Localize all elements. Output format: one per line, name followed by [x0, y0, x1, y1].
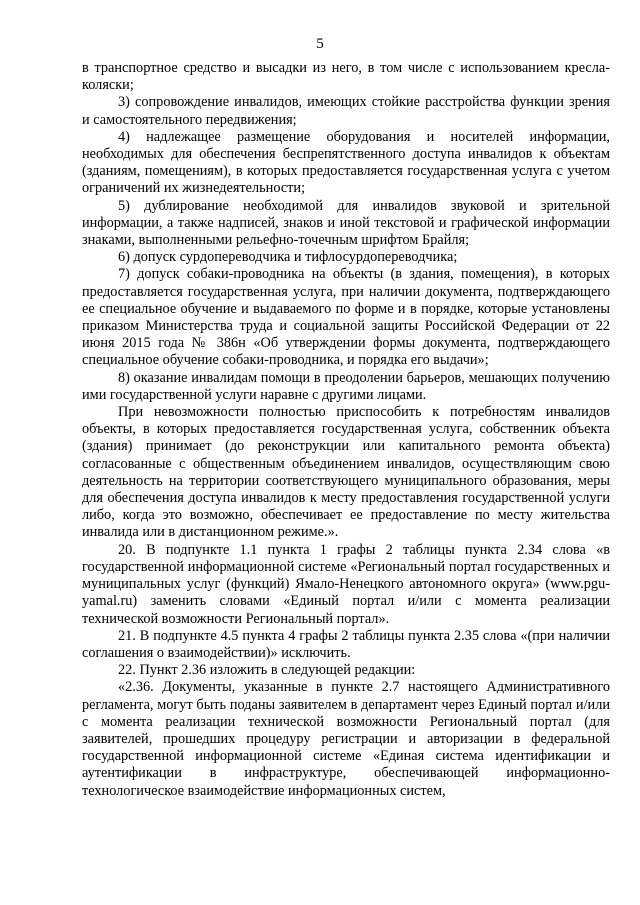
paragraph: 7) допуск собаки-проводника на объекты (в здания, помещения), в которых предоставляется государственная услуга, при наличии документа, подтверждающего ее специальное обучение и выдаваемого по форме и в порядке, которые установлены приказом Министерства труда и социальной защиты Российской Федерации от 22 июня 2015 года № 386н «Об утверждении формы документа, подтверждающего специальное обучение собаки-проводника, и порядка его выдачи»;	[82, 266, 610, 369]
paragraph: 4) надлежащее размещение оборудования и носителей информации, необходимых для обеспечения беспрепятственного доступа инвалидов к объектам (зданиям, помещениям), в которых предоставляется государственная услуга с учетом ограничений их жизнедеятельности;	[82, 128, 610, 197]
paragraph: 22. Пункт 2.36 изложить в следующей редакции:	[118, 662, 416, 679]
paragraph: 21. В подпункте 4.5 пункта 4 графы 2 таблицы пункта 2.35 слова «(при наличии соглашения о взаимодействии)» исключить.	[82, 627, 610, 661]
paragraph: в транспортное средство и высадки из него, в том числе с использованием кресла-коляски;	[82, 60, 610, 94]
paragraph: 5) дублирование необходимой для инвалидов звуковой и зрительной информации, а также надписей, знаков и иной текстовой и графической информации знаками, выполненными рельефно-точечным шрифтом Брайля;	[82, 197, 610, 249]
paragraph: «2.36. Документы, указанные в пункте 2.7 настоящего Административного регламента, могут быть поданы заявителем в департамент через Единый портал и/или с момента реализации технической возможности Региональный портал (для заявителей, прошедших процедуру регистрации и авторизации в федеральной государственной информационной системе «Единая система идентификации и аутентификации в инфраструктуре, обеспечивающей информационно-технологическое взаимодействие информационных систем,	[82, 679, 610, 799]
paragraph: 8) оказание инвалидам помощи в преодолении барьеров, мешающих получению ими государственной услуги наравне с другими лицами.	[82, 369, 610, 403]
paragraph: При невозможности полностью приспособить к потребностям инвалидов объекты, в которых предоставляется государственная услуга, собственник объекта (здания) принимает (до реконструкции или капитального ремонта объекта) согласованные с общественным объединением инвалидов, осуществляющим свою деятельность на территории соответствующего муниципального образования, меры для обеспечения доступа инвалидов к месту предоставления государственной услуги либо, когда это возможно, обеспечивает ее предоставление по месту жительства инвалида или в дистанционном режиме.».	[82, 404, 610, 541]
paragraph: 20. В подпункте 1.1 пункта 1 графы 2 таблицы пункта 2.34 слова «в государственной информационной системе «Региональный портал государственных и муниципальных услуг (функций) Ямало-Ненецкого автономного округа» (www.pgu-yamal.ru) заменить словами «Единый портал и/или с момента реализации технической возможности Региональный портал».	[82, 541, 610, 627]
paragraph: 6) допуск сурдопереводчика и тифлосурдопереводчика;	[118, 249, 458, 266]
body-text	[82, 60, 610, 800]
page-number: 5	[316, 36, 324, 52]
paragraph: 3) сопровождение инвалидов, имеющих стойкие расстройства функции зрения и самостоятельного передвижения;	[82, 94, 610, 128]
